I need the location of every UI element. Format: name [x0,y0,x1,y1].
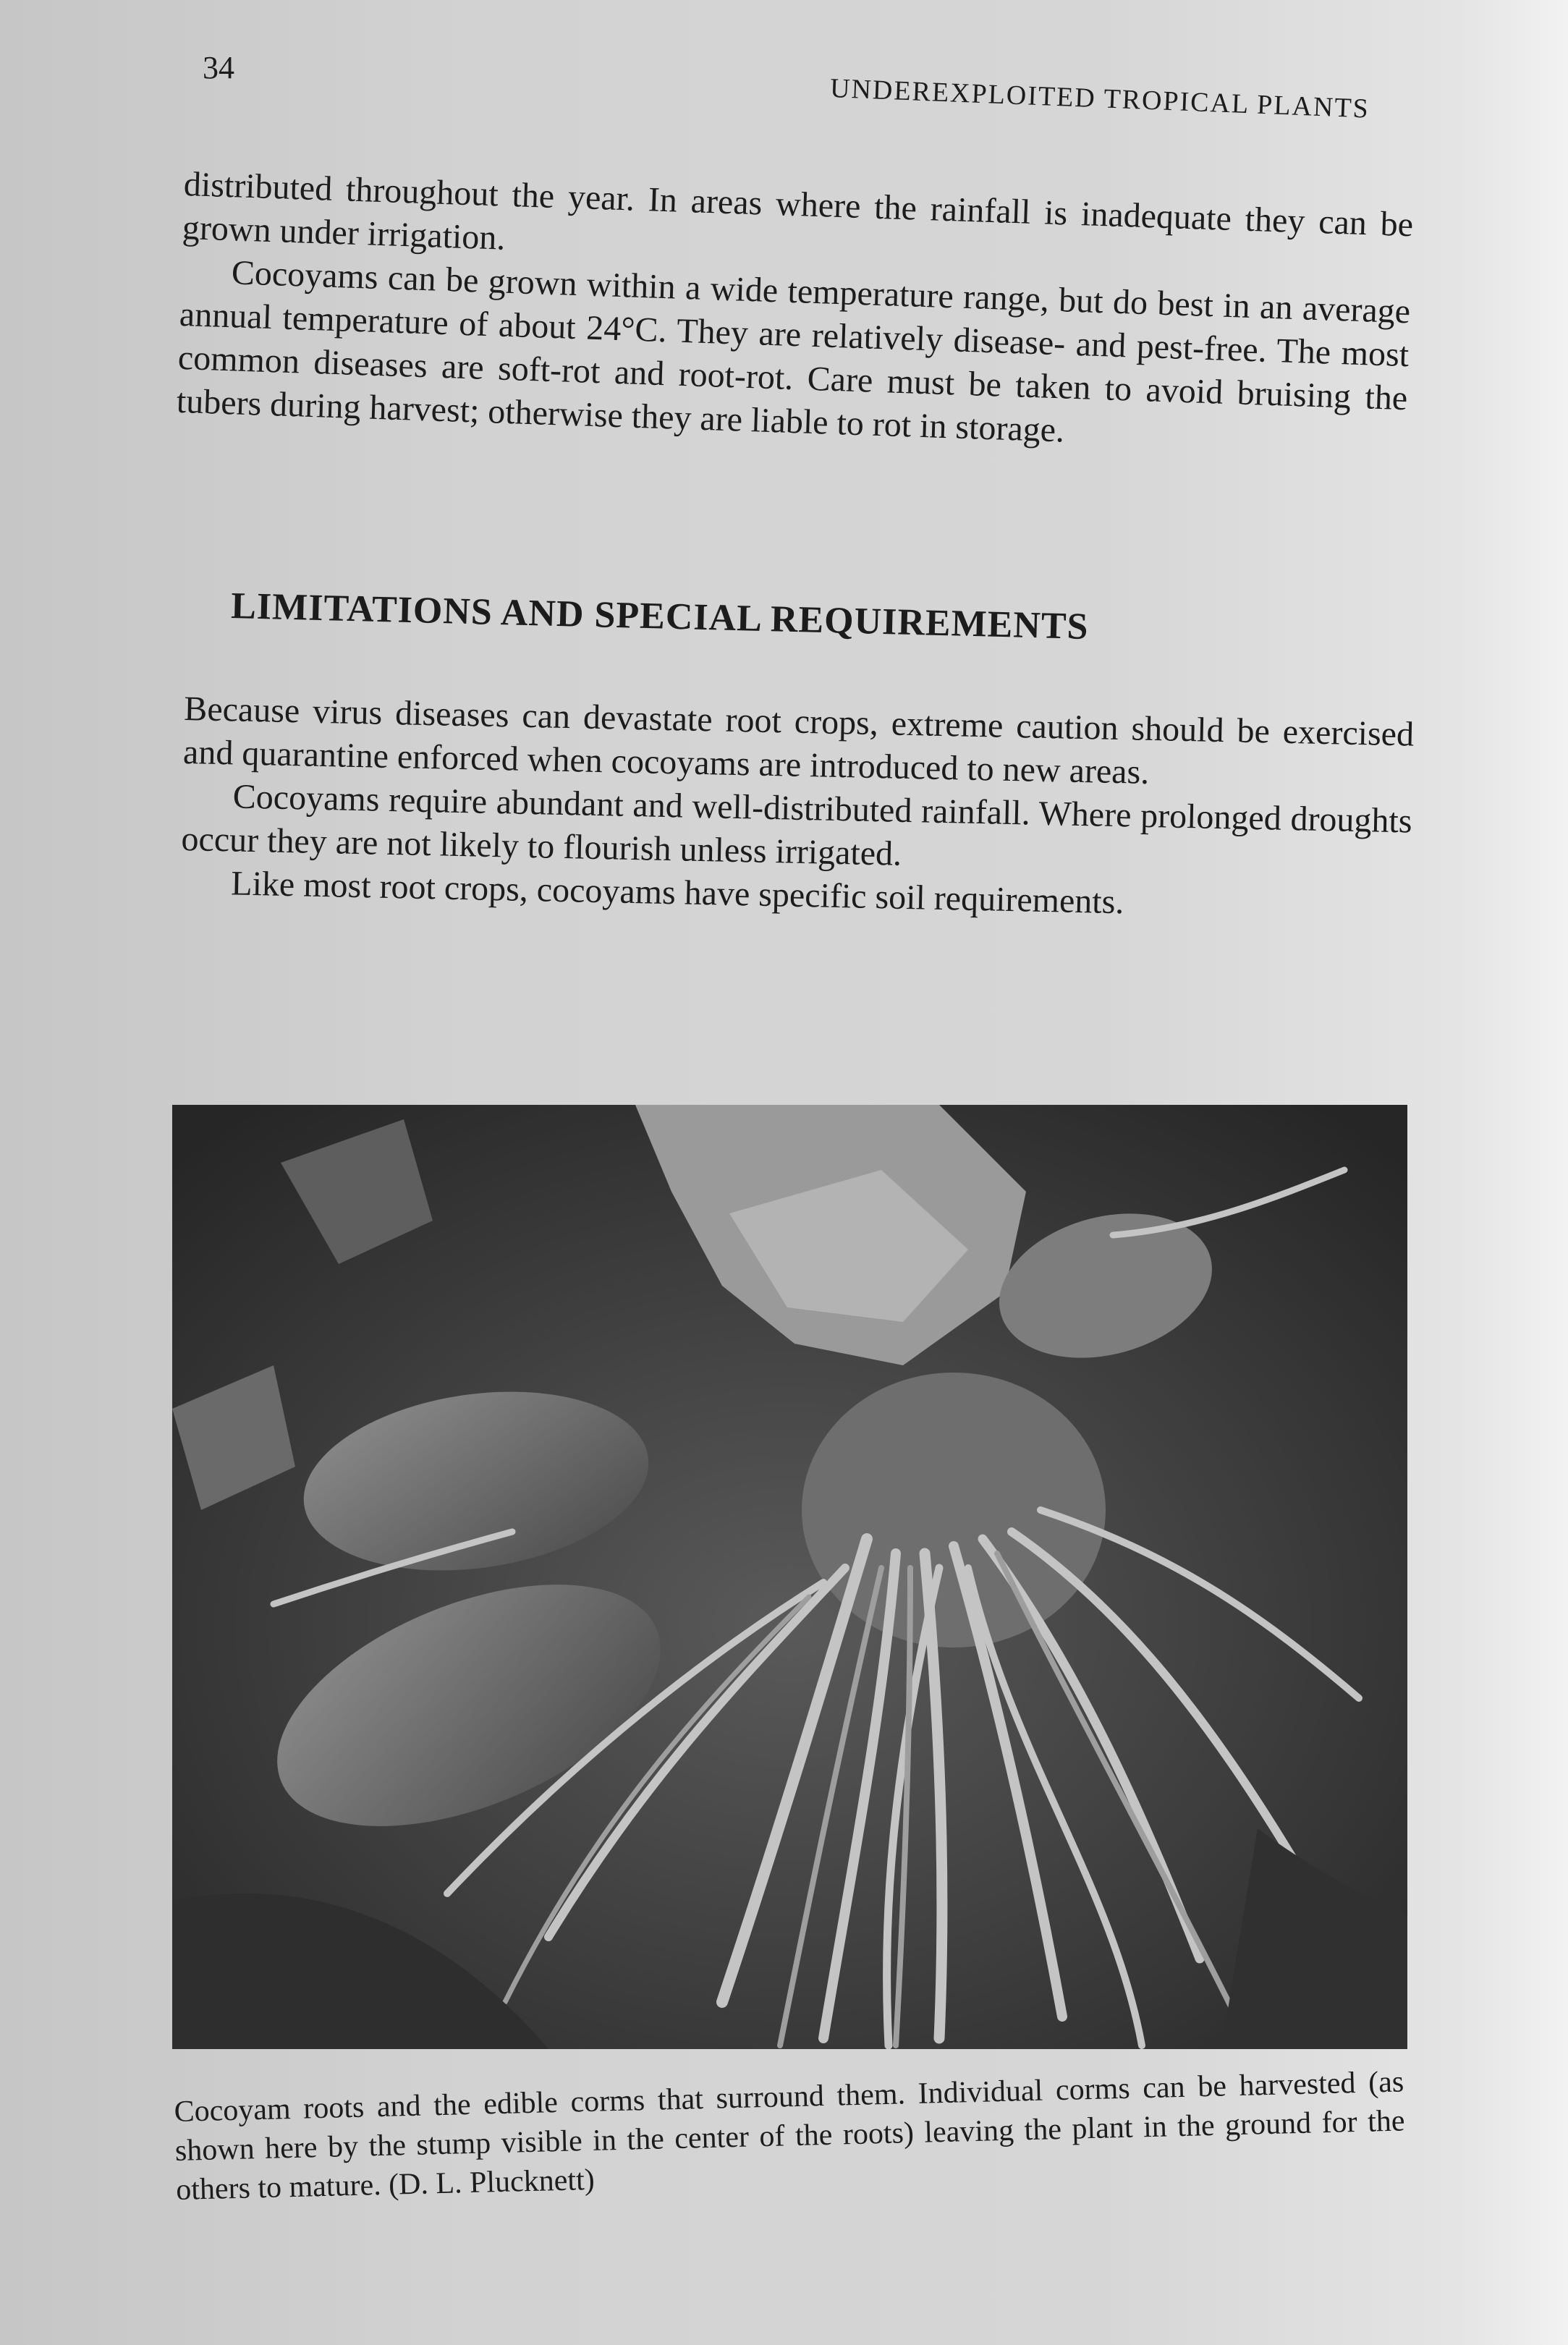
paragraph: Cocoyams can be grown within a wide temperature range, but do best in an average annual temperature of about 24°C. They are relatively disease- and pest-free. The most common diseases are soft-rot and root-rot. Care must be taken to avoid bruising the tubers during harvest; otherwise they are liable to rot in storage. [176,253,1411,450]
intro-text [176,163,1414,464]
paragraph: Like most root crops, cocoyams have specific soil requirements. [230,864,1124,922]
cocoyam-photo [172,1105,1407,2049]
section-heading: LIMITATIONS AND SPECIAL REQUIREMENTS [230,585,1090,648]
figure-caption: Cocoyam roots and the edible corms that surround them. Individual corms can be harvested (as shown here by the stump visible in the center of the roots) leaving the plant in the ground for the others to mature. (D. L. Plucknett) [174,2065,1406,2207]
running-head: UNDEREXPLOITED TROPICAL PLANTS [829,72,1370,124]
page-number: 34 [203,50,234,85]
paragraph: Cocoyams require abundant and well-distributed rainfall. Where prolonged droughts occur they are not likely to flourish unless irrigated. [181,777,1413,873]
paragraph: distributed throughout the year. In areas where the rainfall is inadequate they can be grown under irrigation. [182,164,1414,258]
limitations-text [180,687,1415,930]
cocoyam-roots-image [172,1105,1407,2049]
paragraph: Because virus diseases can devastate root crops, extreme caution should be exercised and quarantine enforced when cocoyams are introduced to new areas. [182,689,1415,792]
